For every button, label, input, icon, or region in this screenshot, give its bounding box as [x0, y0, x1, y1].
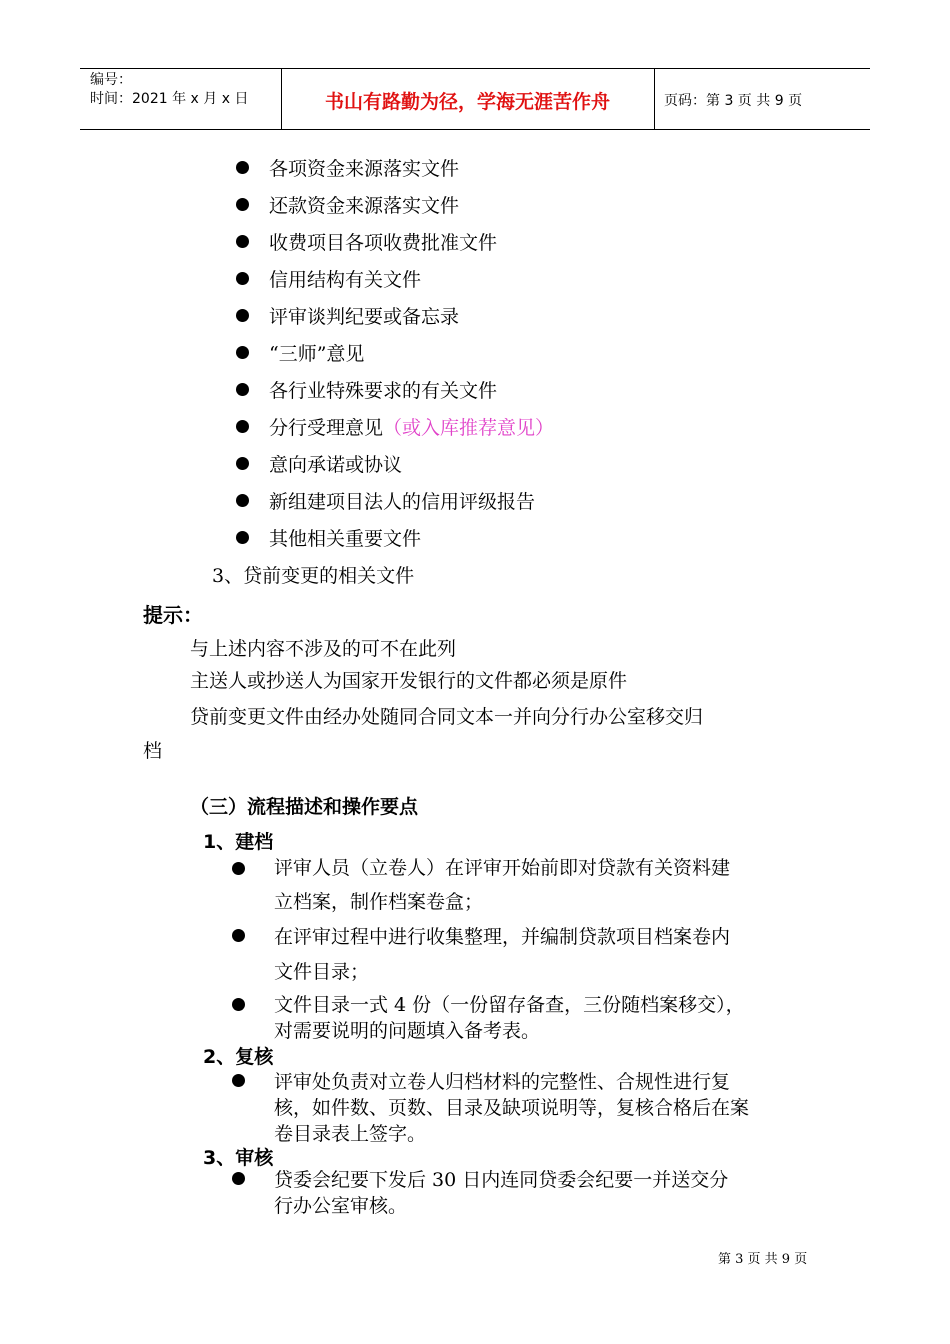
list-item: [236, 524, 421, 551]
header-number: 编号：: [90, 72, 132, 88]
list-item: [236, 154, 459, 181]
bullet-icon: [236, 420, 249, 433]
tips-line: 档: [143, 740, 163, 762]
list-item-text: “三师”意见: [269, 343, 365, 365]
list-item-text: 其他相关重要文件: [269, 528, 422, 550]
list-item: [236, 339, 364, 366]
list-item-text: 收费项目各项收费批准文件: [269, 232, 498, 254]
list-item: [236, 487, 535, 514]
list-item-text: 新组建项目法人的信用评级报告: [269, 491, 536, 513]
list-item-text: 核，如件数、页数、目录及缺项说明等，复核合格后在案: [274, 1097, 750, 1119]
header-motto: 书山有路勤为径，学海无涯苦作舟: [324, 91, 610, 113]
subsection-heading: 2、复核: [203, 1046, 274, 1068]
bullet-icon: [236, 531, 249, 544]
list-item-text: 意向承诺或协议: [269, 454, 403, 476]
tips-line: 贷前变更文件由经办处随同合同文本一并向分行办公室移交归: [190, 706, 704, 728]
list-item-note: （或入库推荐意见）: [383, 417, 555, 439]
header-page-number: 页码：第 3 页 共 9 页: [664, 93, 803, 109]
bullet-icon: [236, 346, 249, 359]
list-item: [236, 228, 497, 255]
bullet-icon: [236, 309, 249, 322]
list-item: [236, 302, 459, 329]
bullet-icon: [232, 998, 245, 1011]
page-header: [80, 68, 870, 130]
bullet-icon: [236, 383, 249, 396]
bullet-icon: [232, 929, 245, 942]
list-item-text: 评审谈判纪要或备忘录: [269, 306, 460, 328]
list-item-text: 立档案，制作档案卷盒；: [274, 891, 484, 913]
bullet-icon: [236, 235, 249, 248]
list-item-text: 还款资金来源落实文件: [269, 195, 460, 217]
list-item-text: 行办公室审核。: [274, 1195, 408, 1217]
tips-line: 主送人或抄送人为国家开发银行的文件都必须是原件: [190, 670, 628, 692]
list-item-text: 在评审过程中进行收集整理，并编制贷款项目档案卷内: [274, 926, 731, 948]
list-item: [236, 450, 402, 477]
list-item-text: 卷目录表上签字。: [274, 1123, 427, 1145]
tips-line: 与上述内容不涉及的可不在此列: [190, 638, 457, 660]
bullet-icon: [232, 1074, 245, 1087]
list-item: [236, 376, 497, 403]
list-item-text: 对需要说明的问题填入备考表。: [274, 1020, 541, 1042]
header-time: 时间：2021 年 x 月 x 日: [90, 91, 249, 107]
page-footer: 第 3 页 共 9 页: [718, 1252, 808, 1267]
list-item-text: 文件目录；: [274, 961, 370, 983]
list-item-text: 各项资金来源落实文件: [269, 158, 460, 180]
bullet-icon: [236, 198, 249, 211]
section-title: （三）流程描述和操作要点: [190, 796, 419, 818]
subsection-heading: 3、审核: [203, 1147, 274, 1169]
item-3-heading: 3、贷前变更的相关文件: [212, 565, 415, 587]
list-item-text: 分行受理意见: [269, 417, 384, 439]
list-item: [236, 191, 459, 218]
bullet-icon: [236, 161, 249, 174]
bullet-icon: [232, 1172, 245, 1185]
list-item-text: 信用结构有关文件: [269, 269, 422, 291]
list-item-text: 评审处负责对立卷人归档材料的完整性、合规性进行复: [274, 1071, 731, 1093]
bullet-icon: [236, 272, 249, 285]
list-item: [236, 265, 421, 292]
list-item: [236, 413, 554, 440]
tips-title: 提示：: [143, 603, 203, 627]
list-item-text: 文件目录一式 4 份（一份留存备查，三份随档案移交），: [274, 994, 745, 1016]
bullet-icon: [236, 494, 249, 507]
bullet-icon: [236, 457, 249, 470]
header-divider: [654, 69, 655, 129]
header-meta: [90, 71, 248, 109]
list-item-text: 评审人员（立卷人）在评审开始前即对贷款有关资料建: [274, 857, 731, 879]
list-item-text: 贷委会纪要下发后 30 日内连同贷委会纪要一并送交分: [274, 1169, 729, 1191]
subsection-heading: 1、建档: [203, 831, 274, 853]
list-item-text: 各行业特殊要求的有关文件: [269, 380, 498, 402]
bullet-icon: [232, 862, 245, 875]
